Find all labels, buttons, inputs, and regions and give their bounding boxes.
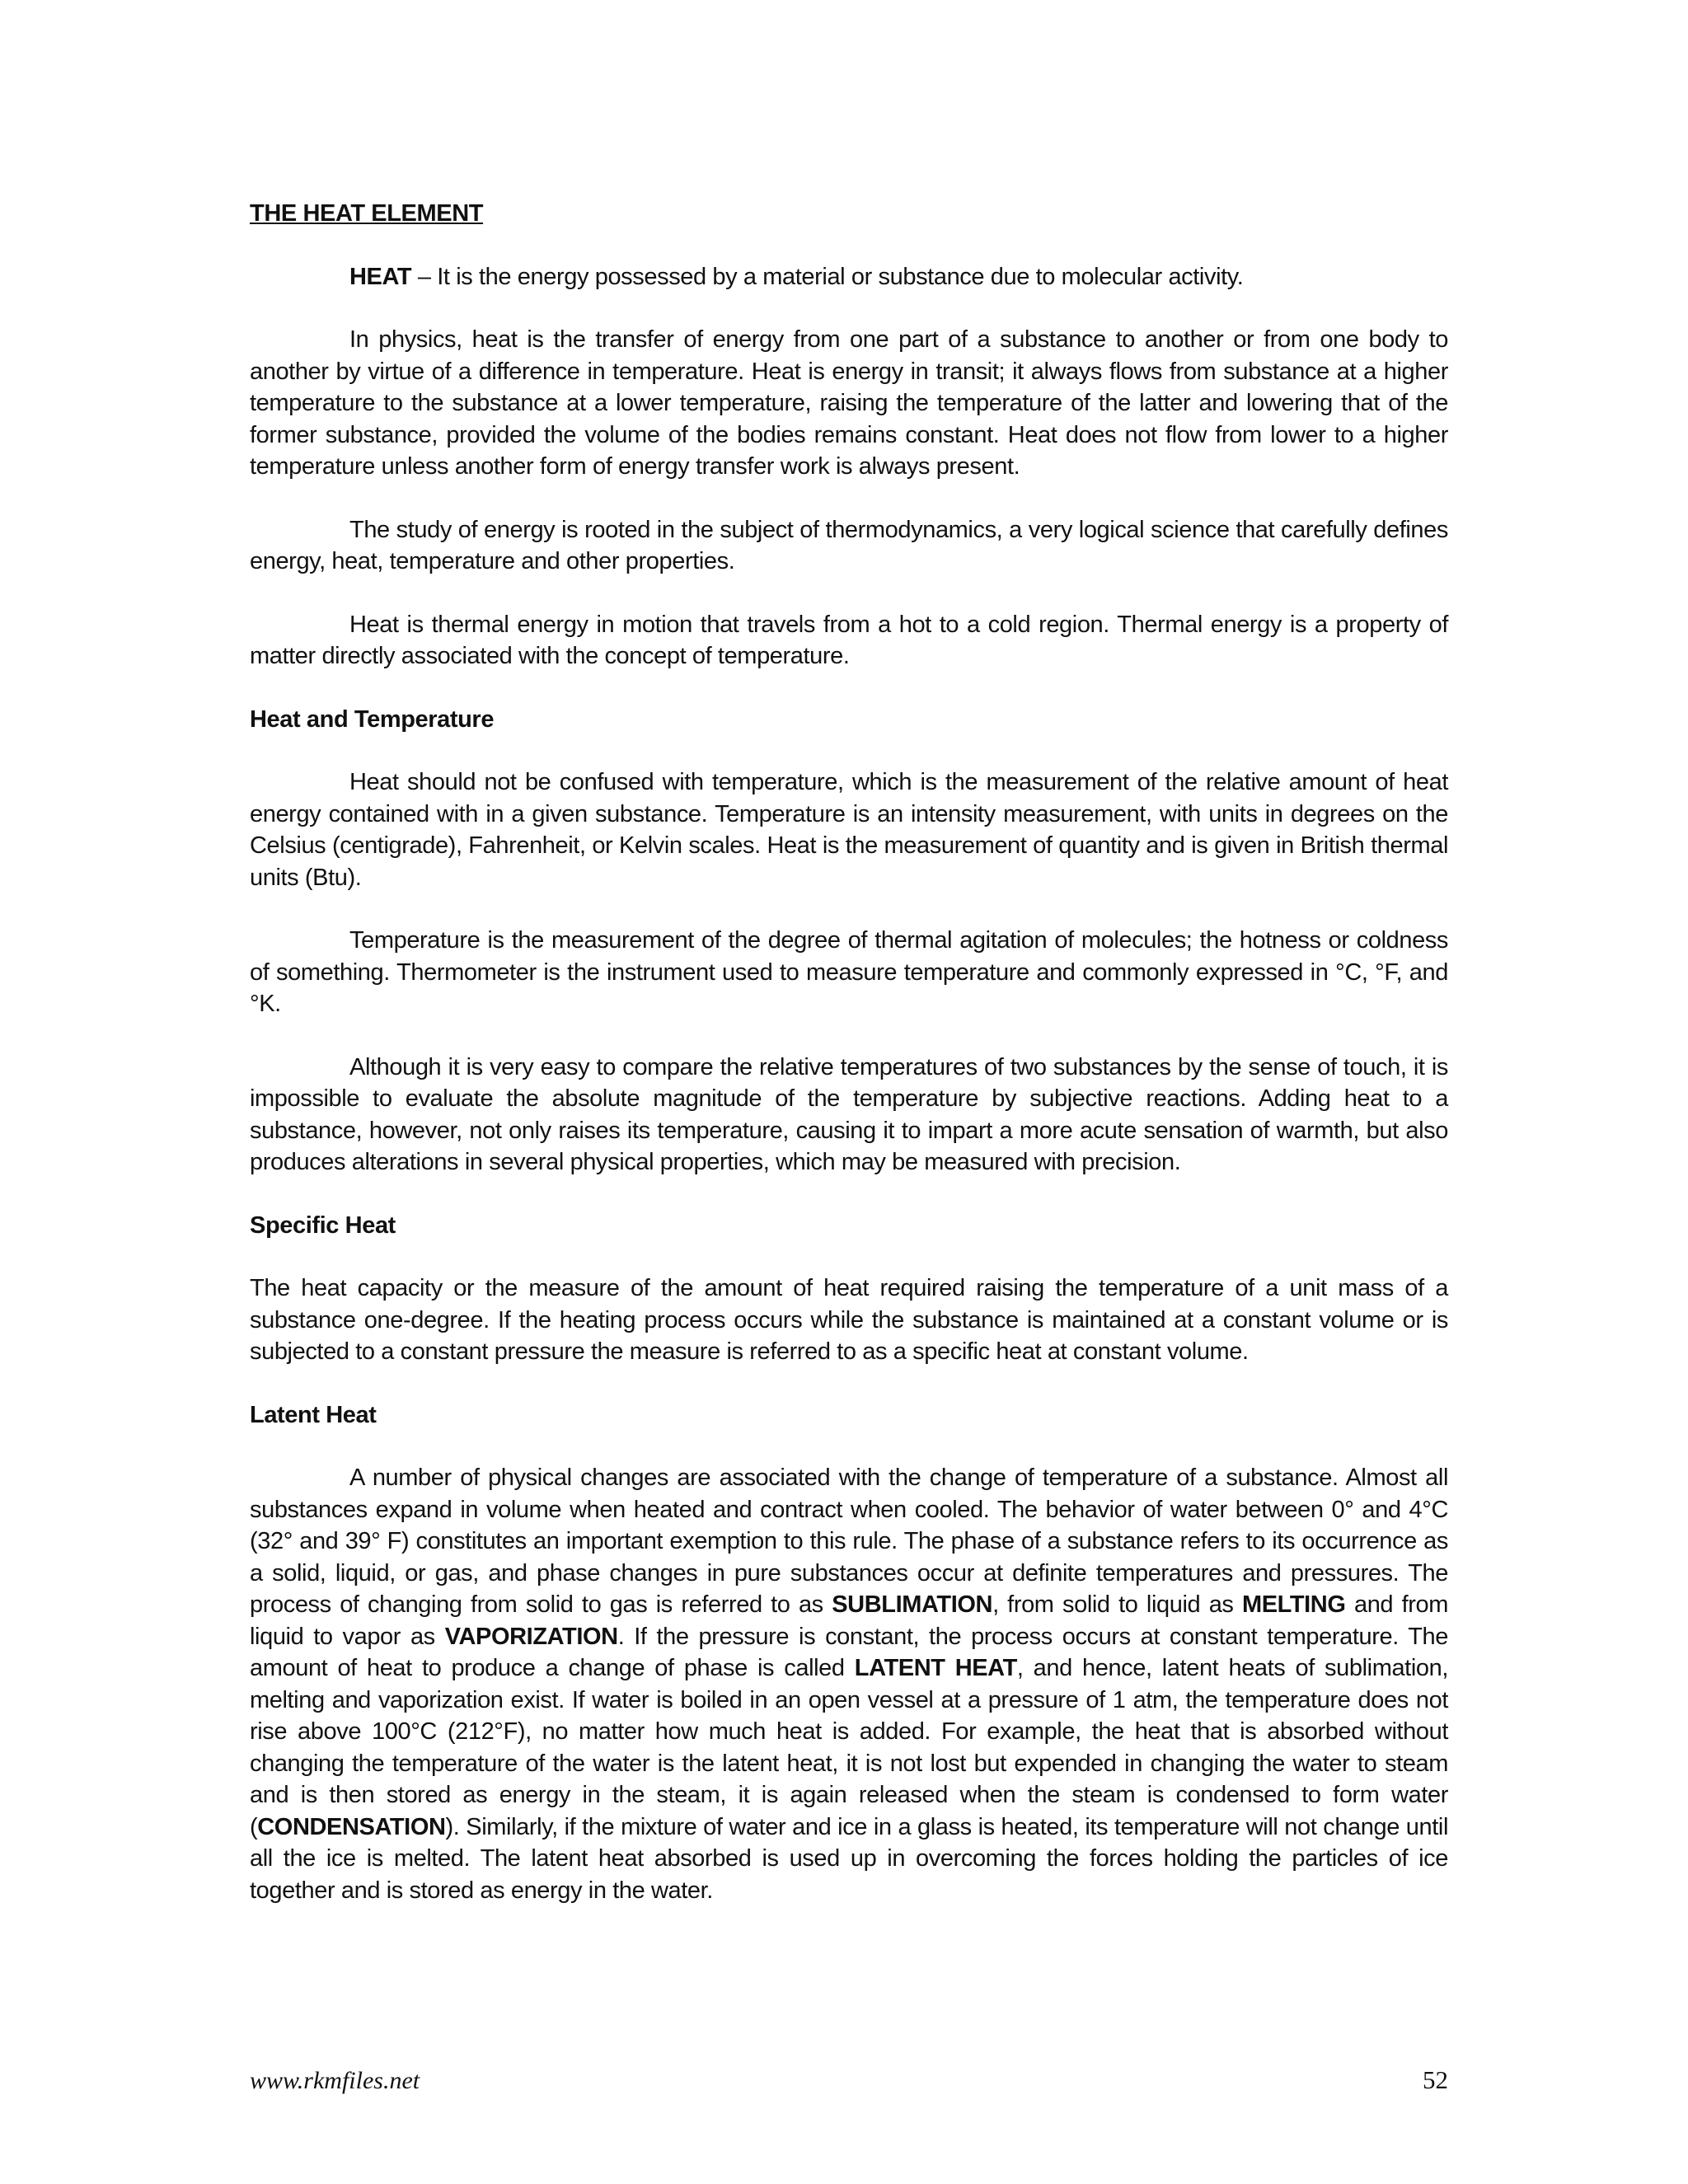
term-vaporization: VAPORIZATION — [444, 1623, 618, 1650]
latent-text-6: ). Similarly, if the mixture of water and ice in a glass is heated, its temperature will not change until all the ice is melted. The latent heat absorbed is used up in overcoming the forces holding the particles of ice together and is stored as energy in the water. — [250, 1813, 1448, 1904]
heading-latent-heat: Latent Heat — [250, 1401, 377, 1428]
latent-text-5: , and hence, latent heats of sublimation, melting and vaporization exist. If water is boiled in an open vessel at a pressure of 1 atm, the temperature does not rise above 100°C (212°F), no matter how much heat is added. For example, the heat that is absorbed without changing the temperature of the water is the latent heat, it is not lost but expended in changing the water to steam and is then stored as energy in the steam, it is again released when the steam is condensed to form water ( — [250, 1655, 1448, 1840]
paragraph-specific-heat: The heat capacity or the measure of the amount of heat required raising the temperature of a unit mass of a substance one-degree. If the heating process occurs while the substance is maintained at a constant volume or is subjected to a constant pressure the measure is referred to as a specific heat at constant volume. — [250, 1275, 1448, 1365]
paragraph-heat-vs-temperature: Heat should not be confused with temperature, which is the measurement of the relative amount of heat energy contained with in a given substance. Temperature is an intensity measurement, with units in degrees on the Celsius (centigrade), Fahrenheit, or Kelvin scales. Heat is the measurement of quantity and is given in British thermal units (Btu). — [250, 769, 1448, 891]
latent-text-4: . If the pressure is constant, the process occurs at constant temperature. The amount of heat to produce a change of phase is called — [250, 1623, 1449, 1681]
page-content — [250, 198, 1448, 1938]
page-number: 52 — [1423, 2065, 1448, 2094]
term-sublimation: SUBLIMATION — [832, 1591, 993, 1618]
latent-text-2: , from solid to liquid as — [992, 1591, 1242, 1618]
paragraph-physics: In physics, heat is the transfer of energy from one part of a substance to another or from one body to another by virtue of a difference in temperature. Heat is energy in transit; it always flows from substance at a higher temperature to the substance at a lower temperature, raising the temperature of the latter and lowering that of the former substance, provided the volume of the bodies remains constant. Heat does not flow from lower to a higher temperature unless another form of energy transfer work is always present. — [250, 326, 1448, 480]
heat-definition — [250, 261, 1448, 293]
latent-text-3: and from liquid to vapor as — [250, 1591, 1448, 1650]
term-melting: MELTING — [1241, 1591, 1346, 1618]
paragraph-thermodynamics: The study of energy is rooted in the subject of thermodynamics, a very logical science that carefully defines energy, heat, temperature and other properties. — [250, 516, 1448, 574]
paragraph-thermal-energy: Heat is thermal energy in motion that travels from a hot to a cold region. Thermal energy is a property of matter directly associated with the concept of temperature. — [250, 611, 1448, 669]
heading-specific-heat: Specific Heat — [250, 1212, 396, 1239]
footer-website: www.rkmfiles.net — [250, 2067, 420, 2094]
heading-heat-and-temperature: Heat and Temperature — [250, 705, 495, 733]
paragraph-latent-heat — [250, 1462, 1448, 1906]
latent-text-1: A number of physical changes are associated with the change of temperature of a substance. Almost all substances expand in volume when heated and contract when cooled. The behavior of water between 0° and 4°C (32° and 39° F) constitutes an important exemption to this rule. The phase of a substance refers to its occurrence as a solid, liquid, or gas, and phase changes in pure substances occur at definite temperatures and pressures. The process of changing from solid to gas is referred to as — [250, 1465, 1448, 1618]
heat-definition-text: – It is the energy possessed by a material or substance due to molecular activity. — [411, 263, 1244, 290]
page-title: THE HEAT ELEMENT — [250, 200, 484, 227]
term-condensation: CONDENSATION — [257, 1813, 446, 1840]
paragraph-temperature-definition: Temperature is the measurement of the degree of thermal agitation of molecules; the hotness or coldness of something. Thermometer is the instrument used to measure temperature and commonly expressed in °C, °F, and °K. — [250, 927, 1448, 1017]
heat-term: HEAT — [349, 263, 412, 290]
paragraph-relative-temperatures: Although it is very easy to compare the relative temperatures of two substances by the sense of touch, it is impossible to evaluate the absolute magnitude of the temperature by subjective reactions. Adding heat to a substance, however, not only raises its temperature, causing it to impart a more acute sensation of warmth, but also produces alterations in several physical properties, which may be measured with precision. — [250, 1053, 1448, 1175]
term-latent-heat: LATENT HEAT — [854, 1655, 1017, 1681]
